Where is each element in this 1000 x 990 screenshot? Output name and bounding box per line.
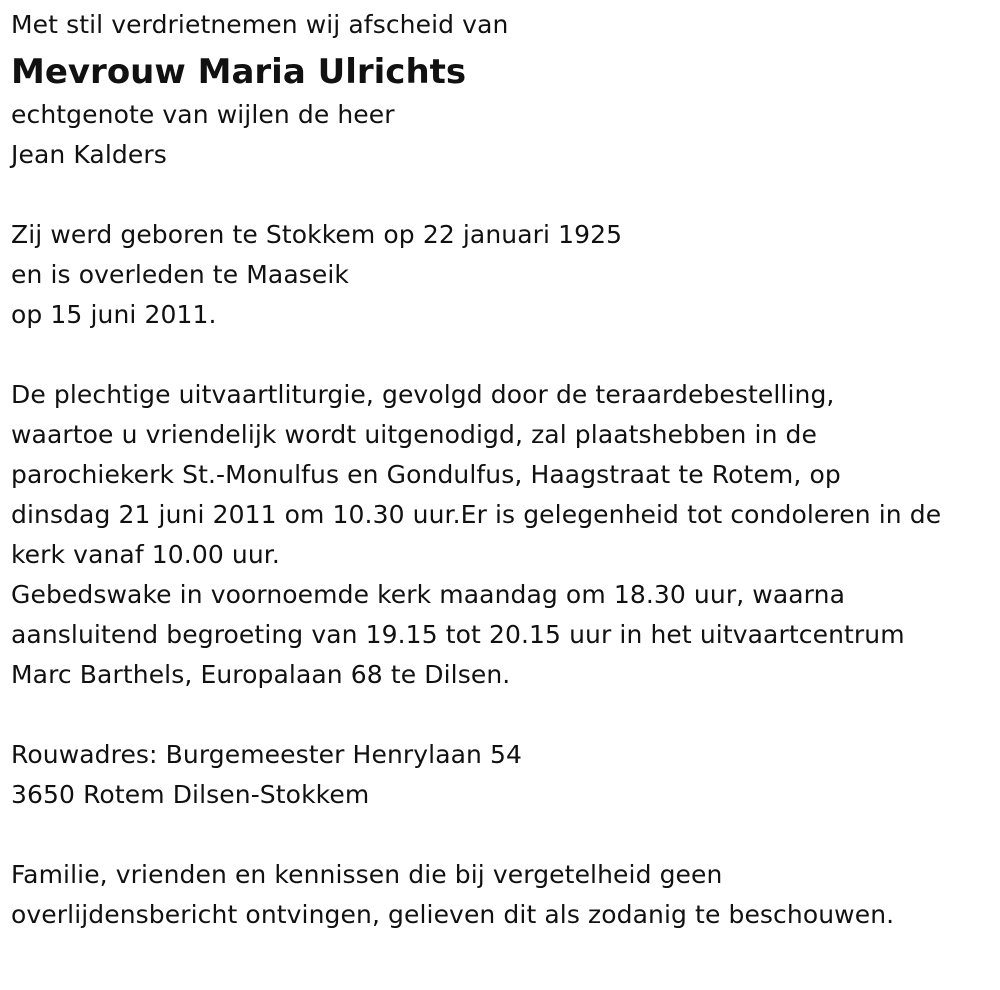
paragraph-gap bbox=[11, 695, 991, 735]
life-line-2: en is overleden te Maaseik bbox=[11, 260, 349, 289]
address-line-1: Rouwadres: Burgemeester Henrylaan 54 bbox=[11, 740, 523, 769]
intro-text: Met stil verdrietnemen wij afscheid van bbox=[11, 10, 509, 39]
deceased-name: Mevrouw Maria Ulrichts bbox=[11, 52, 467, 92]
ceremony-line: De plechtige uitvaartliturgie, gevolgd door de teraardebestelling, bbox=[11, 380, 835, 409]
spouse-line-2: Jean Kalders bbox=[11, 140, 167, 169]
life-line-3: op 15 juni 2011. bbox=[11, 300, 217, 329]
ceremony-line: kerk vanaf 10.00 uur. bbox=[11, 540, 280, 569]
ceremony-line: Gebedswake in voornoemde kerk maandag om 18.30 uur, waarna bbox=[11, 580, 845, 609]
ceremony-line: dinsdag 21 juni 2011 om 10.30 uur.Er is gelegenheid tot condoleren in de bbox=[11, 500, 942, 529]
death-notice bbox=[11, 5, 991, 935]
ceremony-line: Marc Barthels, Europalaan 68 te Dilsen. bbox=[11, 660, 511, 689]
spouse-line-1: echtgenote van wijlen de heer bbox=[11, 100, 395, 129]
ceremony-line: waartoe u vriendelijk wordt uitgenodigd, zal plaatshebben in de bbox=[11, 420, 818, 449]
ceremony-line: parochiekerk St.-Monulfus en Gondulfus, Haagstraat te Rotem, op bbox=[11, 460, 841, 489]
paragraph-gap bbox=[11, 175, 991, 215]
closing-line-1: Familie, vrienden en kennissen die bij vergetelheid geen bbox=[11, 860, 723, 889]
life-line-1: Zij werd geboren te Stokkem op 22 januari 1925 bbox=[11, 220, 623, 249]
paragraph-gap bbox=[11, 335, 991, 375]
closing-line-2: overlijdensbericht ontvingen, gelieven dit als zodanig te beschouwen. bbox=[11, 900, 895, 929]
paragraph-gap bbox=[11, 815, 991, 855]
ceremony-line: aansluitend begroeting van 19.15 tot 20.15 uur in het uitvaartcentrum bbox=[11, 620, 905, 649]
address-line-2: 3650 Rotem Dilsen-Stokkem bbox=[11, 780, 370, 809]
